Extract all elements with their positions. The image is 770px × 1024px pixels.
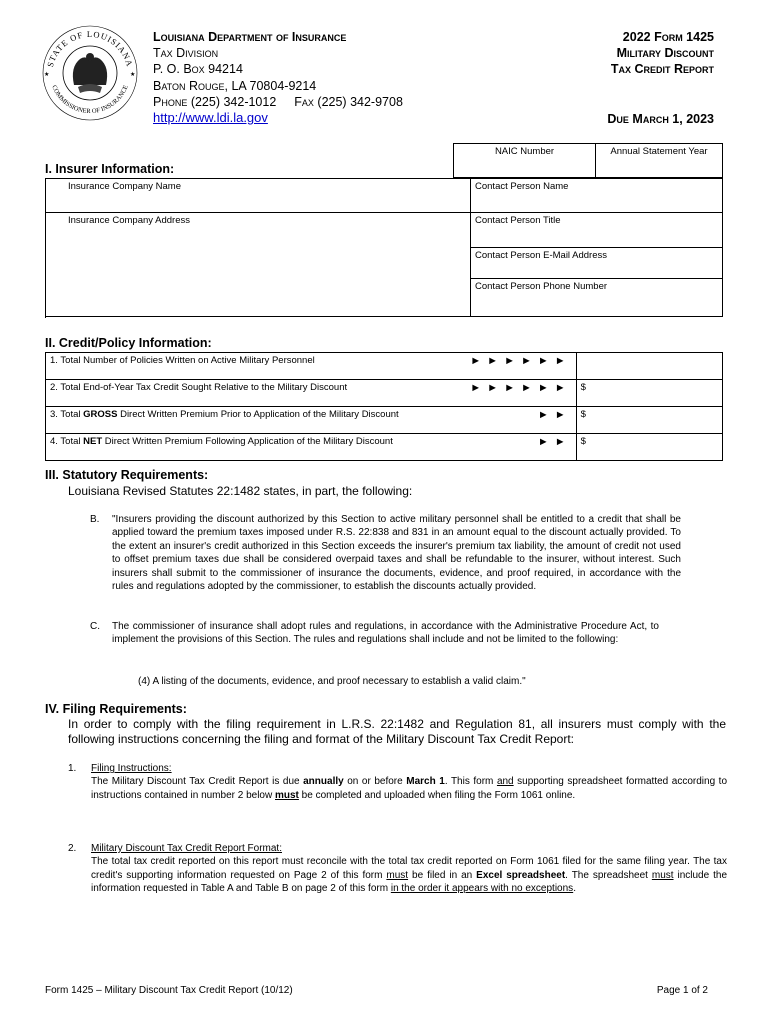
i2-h: in the order it appears with no exceptions [390,883,574,895]
row-1-arrows: ►►►►►► [470,355,572,367]
para-c-label: C. [90,621,100,632]
i2-g: include the information requested in Table A and Table B on page 2 of this form [91,869,728,895]
credit-row-3 [46,407,577,434]
form-title-line1: 2022 Form 1425 [622,30,714,44]
row-2-label: Total End-of-Year Tax Credit Sought Relative to the Military Discount [60,382,348,393]
i2-i: . [573,883,576,895]
para-b-text: "Insurers providing the discount authorized by this Section to active military personnel shall be entitled to a credit that shall be applied toward the premium taxes imposed under R.S. 22:838 and 831 in an amount equal to the discount actually provided. To the extent an insurer's credit authorized in this Section exceeds the insurer's premium tax liability, the amount of credit not used to offset premium taxes due shall be considered overpaid taxes and shall be refundable to the insurer, without interest. Such insurers shall submit to the commissioner of insurance the documents, evidence, and proof required, in accordance with the rules and regulations adopted by the commissioner, to establish the discounts actually provided. [112,514,681,593]
para-b-label: B. [90,514,100,525]
credit-row-2 [46,380,577,407]
i2-f: must [651,869,674,881]
fax: Fax (225) 342-9708 [294,94,403,109]
due-date: Due March 1, 2023 [607,112,714,126]
company-name-label: Insurance Company Name [68,181,181,192]
item-4: (4) A listing of the documents, evidence, and proof necessary to establish a valid claim." [138,676,526,687]
division: Tax Division [153,46,219,61]
footer-form-id: Form 1425 – Military Discount Tax Credit Report (10/12) [45,985,293,996]
row-4-value[interactable] [576,434,722,461]
row-3-value[interactable] [576,407,722,434]
contact-name-label: Contact Person Name [475,181,569,192]
filing-item-2-title: Military Discount Tax Credit Report Format: [91,843,282,854]
row-3-arrows: ►► [537,409,572,421]
i2-b: must [386,869,409,881]
seal-bottom-text: COMMISSIONER OF INSURANCE [50,84,130,116]
row-3-dollar: $ [580,409,586,420]
footer-page-number: Page 1 of 2 [656,985,708,996]
statutory-intro: Louisiana Revised Statutes 22:1482 states, in part, the following: [68,484,413,498]
section-2-title: II. Credit/Policy Information: [45,336,212,350]
department-header [153,29,403,126]
i2-c: be filed in an [408,869,477,881]
row-2-value[interactable] [576,380,722,407]
section-4-title: IV. Filing Requirements: [45,702,187,716]
statement-year-field[interactable] [596,144,723,178]
state-seal [40,23,140,123]
i1-d: March 1 [406,776,445,788]
form-title-line2: Military Discount [616,46,714,61]
para-c-text: The commissioner of insurance shall adopt rules and regulations, in accordance with the Administrative Procedure Act, to implement the provisions of this Section. The rules and regulations shall include and not be limited to the following: [112,621,659,646]
company-name-field[interactable] [46,179,471,213]
form-title-line3: Tax Credit Report [610,62,714,77]
city-address: Baton Rouge, LA 70804-9214 [153,78,317,93]
row-4-bold: NET [83,436,103,447]
row-3-bold: GROSS [83,409,118,420]
credit-table [45,352,723,461]
seal-top-text: STATE OF LOUISIANA [44,28,136,69]
department-name: Louisiana Department of Insurance [153,30,347,44]
svg-text:★: ★ [44,72,50,78]
svg-text:★: ★ [130,72,136,78]
filing-item-1-text [91,775,727,802]
website-link[interactable]: http://www.ldi.la.gov [153,110,268,126]
contact-name-field[interactable] [471,179,723,213]
form-title [611,29,714,78]
contact-phone-label: Contact Person Phone Number [475,281,608,292]
row-1-num: 1. [50,355,58,366]
i1-e: . This form [444,776,497,788]
i2-a: The total tax credit reported on this report must reconcile with the total tax credit reported on Form 1061 filed for the same filing year. The tax credit's supporting information requested on Page 2 of this form [91,856,727,881]
filing-item-1-title: Filing Instructions: [91,763,172,774]
filing-intro: In order to comply with the filing requirement in L.R.S. 22:1482 and Regulation 81, all insurers must comply with the following instructions concerning the filing and format of the Military Discount Tax Credit Report: [68,717,726,746]
company-address-label: Insurance Company Address [68,215,190,226]
contact-email-field[interactable] [471,248,723,279]
filing-item-2-num: 2. [68,843,77,854]
i1-a: The Military Discount Tax Credit Report is due [91,776,304,788]
filing-item-2-text [91,855,727,895]
filing-item-1 [91,762,727,802]
section-3-title: III. Statutory Requirements: [45,468,209,482]
filing-item-2 [91,842,727,896]
year-label: Annual Statement Year [610,146,708,157]
insurer-info-table [45,178,723,317]
row-1-label: Total Number of Policies Written on Active Military Personnel [60,355,315,366]
contact-email-label: Contact Person E-Mail Address [475,250,608,261]
i1-c: on or before [343,776,407,788]
naic-label: NAIC Number [494,146,555,157]
row-3-post: Direct Written Premium Prior to Application of the Military Discount [117,409,399,420]
row-1-value[interactable] [576,353,722,380]
credit-row-4 [46,434,577,461]
section-1-title: I. Insurer Information: [45,162,175,176]
i1-i: be completed and uploaded when filing the Form 1061 online. [298,789,576,801]
row-2-dollar: $ [580,382,586,393]
po-box: P. O. Box 94214 [153,62,243,77]
row-2-arrows: ►►►►►► [470,382,572,394]
row-3-pre: Total [60,409,84,420]
i1-h: must [275,789,299,801]
contact-phone-field[interactable] [471,279,723,317]
row-4-arrows: ►► [537,436,572,448]
filing-item-1-num: 1. [68,763,77,774]
i2-d: Excel spreadsheet [476,869,566,881]
i1-f: and [496,776,514,788]
naic-number-field[interactable] [454,144,596,178]
i1-g: supporting spreadsheet formatted according to instructions contained in number 2 below [91,776,728,801]
row-4-pre: Total [60,436,84,447]
contact-title-label: Contact Person Title [475,215,561,226]
company-address-field[interactable] [46,213,471,317]
phone: Phone (225) 342-1012 [153,94,277,109]
row-4-post: Direct Written Premium Following Application of the Military Discount [102,436,393,447]
naic-year-table [453,143,723,178]
row-3-num: 3. [50,409,58,420]
row-2-num: 2. [50,382,58,393]
phone-fax [153,94,403,110]
credit-row-1 [46,353,577,380]
row-4-dollar: $ [580,436,586,447]
row-4-num: 4. [50,436,58,447]
i1-b: annually [303,776,344,788]
i2-e: . The spreadsheet [565,869,652,881]
contact-title-field[interactable] [471,213,723,248]
